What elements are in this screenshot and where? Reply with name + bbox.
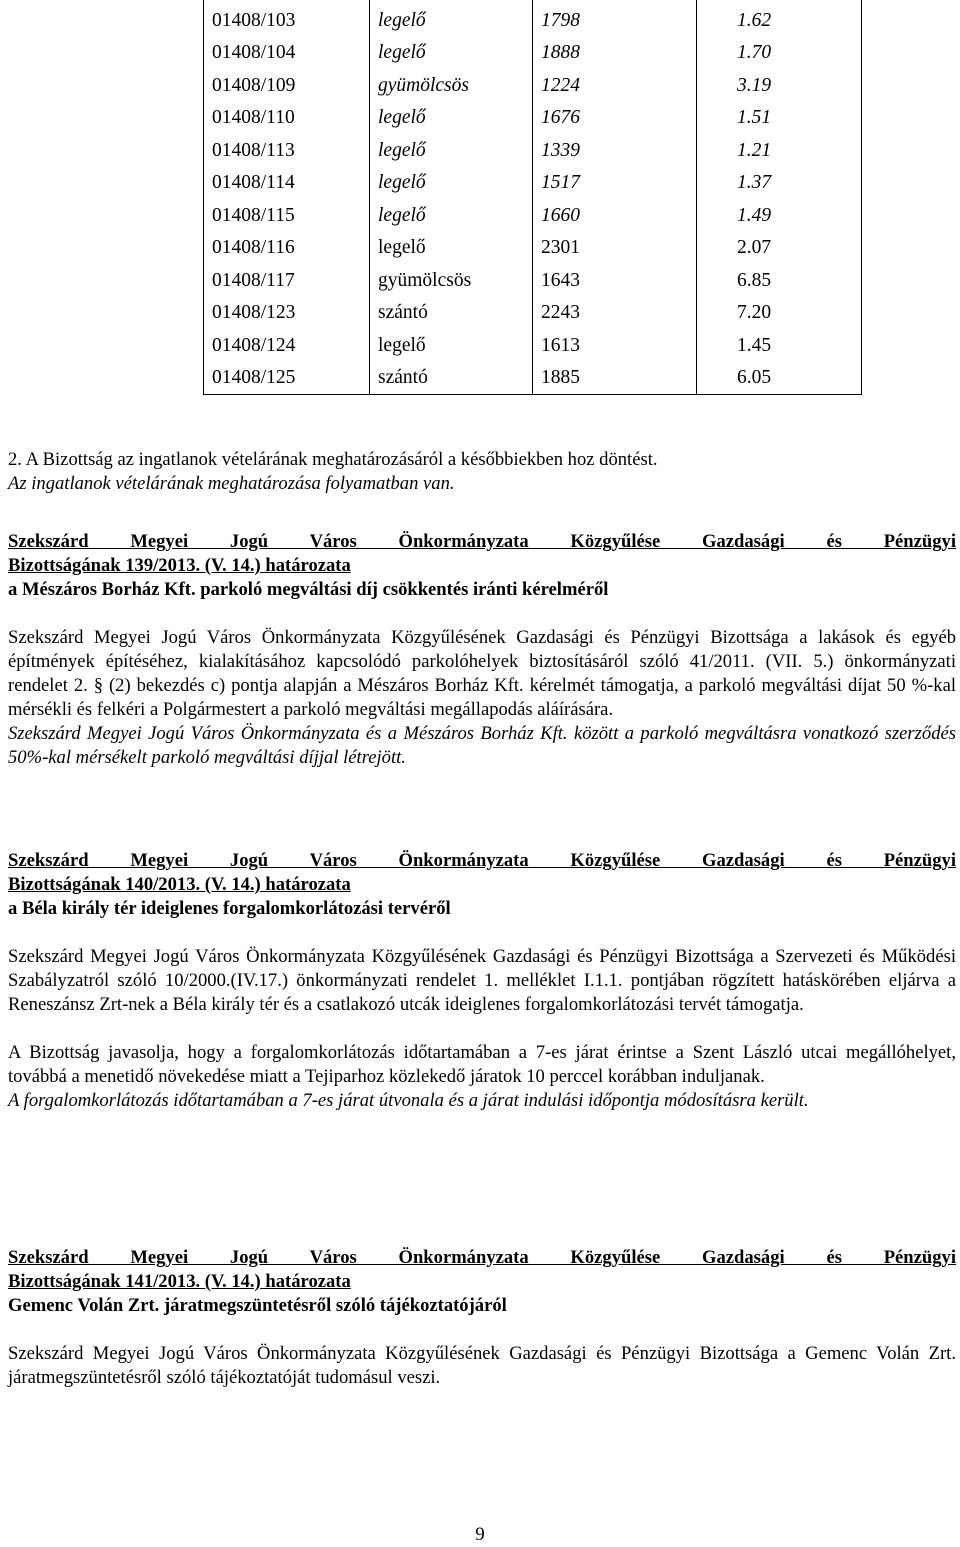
resolution-proposal: A Bizottság javasolja, hogy a forgalomkorlátozás időtartamában a 7-es járat érintse a Szent László utcai megállóhelyet, továbbá a menetidő növekedése miatt a Tejiparhoz közlekedő járatok 10 perccel korábban induljanak. xyxy=(8,1042,956,1087)
parcel-area: 1643 xyxy=(541,270,580,291)
table-row xyxy=(204,71,861,101)
parcel-id: 01408/113 xyxy=(212,140,295,161)
land-type: szántó xyxy=(378,302,428,323)
land-type: legelő xyxy=(378,42,426,63)
parcel-area: 1676 xyxy=(541,107,580,128)
table-row xyxy=(204,201,861,231)
table-row xyxy=(204,38,861,68)
resolution-heading: Szekszárd Megyei Jogú Város Önkormányzata Közgyűlése Gazdasági és Pénzügyi xyxy=(8,850,956,871)
parcel-value: 2.07 xyxy=(737,237,772,258)
resolution-heading: Bizottságának 140/2013. (V. 14.) határozata xyxy=(8,874,351,895)
table-row xyxy=(204,168,861,198)
parcel-value: 6.85 xyxy=(737,270,772,291)
table-row xyxy=(204,298,861,328)
resolution-heading: Bizottságának 139/2013. (V. 14.) határozata xyxy=(8,555,351,576)
parcel-id: 01408/110 xyxy=(212,107,295,128)
table-row xyxy=(204,266,861,296)
point-2-section xyxy=(8,448,956,496)
resolution-body: Szekszárd Megyei Jogú Város Önkormányzata Közgyűlésének Gazdasági és Pénzügyi Bizottsága a Szervezeti és Működési Szabályzatról szóló 10/2000.(IV.17.) önkormányzati rendelet 1. melléklet I.1.1. pontjában rögzített hatáskörében eljárva a Reneszánsz Zrt-nek a Béla király tér és a csatlakozó utcák ideiglenes forgalomkorlátozási tervét támogatja. xyxy=(8,946,956,1015)
resolution-body: Szekszárd Megyei Jogú Város Önkormányzata Közgyűlésének Gazdasági és Pénzügyi Bizottsága a lakások és egyéb építmények építéséhez, kialakításához kapcsolódó parkolóhelyek biztosításáról szóló 41/2011. (VII. 5.) önkormányzati rendelet 2. § (2) bekezdés c) pontja alapján a Mészáros Borház Kft. kérelmét támogatja, a parkoló megváltási díjat 50 %-kal mérsékli és felkéri a Polgármestert a parkoló megváltási megállapodás aláírására. xyxy=(8,627,956,720)
resolution-subject: Gemenc Volán Zrt. járatmegszüntetésről szóló tájékoztatójáról xyxy=(8,1295,507,1316)
parcel-id: 01408/116 xyxy=(212,237,295,258)
parcel-area: 1224 xyxy=(541,75,580,96)
land-type: legelő xyxy=(378,140,426,161)
table-row xyxy=(204,103,861,133)
land-type: legelő xyxy=(378,205,426,226)
resolution-140 xyxy=(8,849,956,1113)
parcel-id: 01408/124 xyxy=(212,335,296,356)
parcel-value: 6.05 xyxy=(737,367,772,388)
land-type: gyümölcsös xyxy=(378,75,469,96)
table-row xyxy=(204,363,861,393)
parcel-value: 1.70 xyxy=(737,42,772,63)
parcel-area: 1339 xyxy=(541,140,580,161)
parcel-id: 01408/104 xyxy=(212,42,296,63)
table-row xyxy=(204,6,861,36)
parcel-area: 1888 xyxy=(541,42,580,63)
parcel-area: 1517 xyxy=(541,172,580,193)
parcel-value: 1.62 xyxy=(737,10,772,31)
parcel-id: 01408/117 xyxy=(212,270,295,291)
point-2-note: Az ingatlanok vételárának meghatározása folyamatban van. xyxy=(8,473,455,494)
parcel-area: 2243 xyxy=(541,302,580,323)
parcel-value: 1.21 xyxy=(737,140,772,161)
land-type: legelő xyxy=(378,172,426,193)
land-type: gyümölcsös xyxy=(378,270,472,291)
parcel-area: 2301 xyxy=(541,237,580,258)
resolution-heading: Szekszárd Megyei Jogú Város Önkormányzata Közgyűlése Gazdasági és Pénzügyi xyxy=(8,531,956,552)
point-2-text: 2. A Bizottság az ingatlanok vételárának meghatározásáról a későbbiekben hoz döntést. xyxy=(8,449,658,470)
resolution-subject: a Béla király tér ideiglenes forgalomkorlátozási tervéről xyxy=(8,898,451,919)
parcel-table xyxy=(203,0,862,395)
parcel-id: 01408/103 xyxy=(212,10,296,31)
land-type: szántó xyxy=(378,367,428,388)
parcel-id: 01408/115 xyxy=(212,205,295,226)
parcel-id: 01408/114 xyxy=(212,172,295,193)
resolution-141 xyxy=(8,1246,956,1390)
parcel-area: 1885 xyxy=(541,367,580,388)
resolution-subject: a Mészáros Borház Kft. parkoló megváltási díj csökkentés iránti kérelméről xyxy=(8,579,609,600)
parcel-value: 1.37 xyxy=(737,172,772,193)
parcel-area: 1660 xyxy=(541,205,580,226)
parcel-value: 3.19 xyxy=(737,75,772,96)
land-type: legelő xyxy=(378,335,426,356)
parcel-value: 1.45 xyxy=(737,335,772,356)
table-row xyxy=(204,136,861,166)
parcel-value: 1.51 xyxy=(737,107,772,128)
table-row xyxy=(204,331,861,361)
land-type: legelő xyxy=(378,237,426,258)
resolution-heading: Szekszárd Megyei Jogú Város Önkormányzata Közgyűlése Gazdasági és Pénzügyi xyxy=(8,1247,956,1268)
parcel-value: 7.20 xyxy=(737,302,772,323)
parcel-id: 01408/125 xyxy=(212,367,296,388)
resolution-heading: Bizottságának 141/2013. (V. 14.) határozata xyxy=(8,1271,351,1292)
resolution-note: Szekszárd Megyei Jogú Város Önkormányzata és a Mészáros Borház Kft. között a parkoló megváltásra vonatkozó szerződés 50%-kal mérsékelt parkoló megváltási díjjal létrejött. xyxy=(8,723,956,768)
parcel-area: 1798 xyxy=(541,10,580,31)
resolution-139 xyxy=(8,530,956,770)
parcel-id: 01408/123 xyxy=(212,302,296,323)
land-type: legelő xyxy=(378,10,426,31)
parcel-id: 01408/109 xyxy=(212,75,296,96)
parcel-area: 1613 xyxy=(541,335,580,356)
resolution-note: A forgalomkorlátozás időtartamában a 7-es járat útvonala és a járat indulási időpontja módosításra került. xyxy=(8,1090,809,1111)
page-number: 9 xyxy=(475,1524,485,1545)
table-row xyxy=(204,233,861,263)
land-type: legelő xyxy=(378,107,426,128)
resolution-body: Szekszárd Megyei Jogú Város Önkormányzata Közgyűlésének Gazdasági és Pénzügyi Bizottsága a Gemenc Volán Zrt. járatmegszüntetésről szóló tájékoztatóját tudomásul veszi. xyxy=(8,1343,956,1388)
parcel-value: 1.49 xyxy=(737,205,772,226)
